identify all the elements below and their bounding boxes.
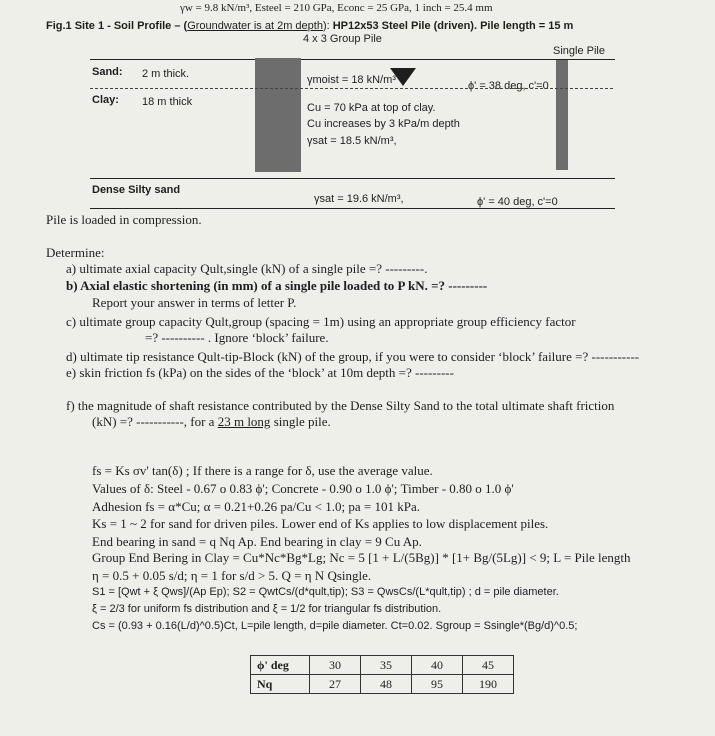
- ground-surface-line: [90, 59, 615, 60]
- question-c-letter: c): [66, 314, 77, 329]
- sand-unit-weight: γmoist = 18 kN/m³: [307, 74, 396, 86]
- question-b-line2: Report your answer in terms of letter P.: [92, 295, 297, 310]
- question-b: [66, 278, 487, 294]
- phi-value: 35: [361, 656, 412, 675]
- phi-value: 45: [463, 656, 514, 675]
- note-skin-friction: fs = Ks σv' tan(δ) ; If there is a range for δ, use the average value.: [92, 463, 433, 478]
- single-pile: [556, 60, 568, 170]
- question-e-letter: e): [66, 365, 77, 380]
- figure-bottom-line: [90, 208, 615, 209]
- question-b-text: Axial elastic shortening (in mm) of a single pile loaded to P kN. =? ---------: [80, 278, 488, 293]
- question-f-text: the magnitude of shaft resistance contributed by the Dense Silty Sand to the total ultimate shaft friction: [77, 398, 615, 413]
- note-cs: Cs = (0.93 + 0.16(L/d)^0.5)Ct, L=pile length, d=pile diameter. Ct=0.02. Sgroup = Ssingle*(Bg/d)^0.5;: [92, 620, 578, 632]
- group-pile-label: 4 x 3 Group Pile: [303, 33, 382, 45]
- question-a: [66, 261, 427, 277]
- nq-value: 190: [463, 675, 514, 694]
- note-end-bearing: End bearing in sand = q Nq Ap. End bearing in clay = 9 Cu Ap.: [92, 534, 422, 549]
- nq-table: [250, 655, 514, 694]
- note-xi: ξ = 2/3 for uniform fs distribution and ξ = 1/2 for triangular fs distribution.: [92, 603, 442, 615]
- question-d-text: ultimate tip resistance Qult-tip-Block (kN) of the group, if you were to consider ‘block’ failure =? -----------: [80, 349, 640, 364]
- single-pile-label: Single Pile: [553, 45, 605, 57]
- nq-table-nq-row: [251, 675, 514, 694]
- clay-cu: Cu = 70 kPa at top of clay.: [307, 102, 436, 114]
- dense-sand-name: Dense Silty sand: [92, 184, 181, 196]
- clay-thickness: 18 m thick: [142, 96, 193, 108]
- caption-label: Fig.1 Site 1 - Soil Profile – (: [46, 20, 188, 32]
- nq-table-phi-row: [251, 656, 514, 675]
- figure-caption: [46, 20, 573, 32]
- nq-value: 27: [310, 675, 361, 694]
- note-delta-values: Values of δ: Steel - 0.67 o 0.83 ϕ'; Concrete - 0.90 o 1.0 ϕ'; Timber - 0.80 o 1.0 ϕ': [92, 481, 514, 496]
- question-a-text: ultimate axial capacity Qult,single (kN) of a single pile =? ---------.: [79, 261, 428, 276]
- nq-header: Nq: [251, 675, 310, 694]
- question-d-letter: d): [66, 349, 77, 364]
- caption-groundwater: Groundwater is at 2m depth: [187, 20, 323, 32]
- constants-line: γw = 9.8 kN/m³, Esteel = 210 GPa, Econc = 25 GPa, 1 inch = 25.4 mm: [180, 2, 493, 14]
- clay-layer-name: Clay:: [92, 94, 119, 106]
- question-b-letter: b): [66, 278, 78, 293]
- caption-pile: HP12x53 Steel Pile (driven). Pile length = 15 m: [332, 20, 574, 32]
- dense-sand-friction-angle: ϕ' = 40 deg, c'=0: [477, 196, 558, 208]
- group-pile-block: [255, 58, 301, 172]
- clay-unit-weight: γsat = 18.5 kN/m³,: [307, 135, 397, 147]
- question-f-line2-a: (kN) =? -----------, for a: [92, 414, 218, 429]
- question-f: [66, 398, 614, 414]
- question-d: [66, 349, 639, 365]
- phi-header: ϕ' deg: [251, 656, 310, 675]
- note-group-end-bearing: Group End Bering in Clay = Cu*Nc*Bg*Lg; Nc = 5 [1 + L/(5Bg)] * [1+ Bg/(5Lg)] < 9; L = Pile length: [92, 550, 631, 565]
- question-c: [66, 314, 576, 330]
- question-c-line2: =? ---------- . Ignore ‘block’ failure.: [145, 330, 329, 345]
- question-f-line2-b: single pile.: [270, 414, 331, 429]
- question-f-pile-length: 23 m long: [217, 414, 271, 429]
- sand-clay-boundary: [90, 88, 613, 89]
- sand-layer-name: Sand:: [92, 66, 123, 78]
- dense-sand-unit-weight: γsat = 19.6 kN/m³,: [314, 193, 404, 205]
- nq-value: 48: [361, 675, 412, 694]
- question-f-letter: f): [66, 398, 75, 413]
- phi-value: 40: [412, 656, 463, 675]
- question-e-text: skin friction fs (kPa) on the sides of the ‘block’ at 10m depth =? ---------: [79, 365, 454, 380]
- question-a-letter: a): [66, 261, 77, 276]
- intro-text: Pile is loaded in compression.: [46, 212, 202, 227]
- clay-cu-increase: Cu increases by 3 kPa/m depth: [307, 118, 460, 130]
- water-table-icon: [390, 68, 416, 86]
- phi-value: 30: [310, 656, 361, 675]
- clay-sand-boundary: [90, 178, 615, 179]
- determine-heading: Determine:: [46, 245, 105, 260]
- note-ks: Ks = 1 ~ 2 for sand for driven piles. Lower end of Ks applies to low displacement piles.: [92, 516, 549, 531]
- note-settlement: S1 = [Qwt + ξ Qws]/(Ap Ep); S2 = QwtCs/(d*qult,tip); S3 = QwsCs/(L*qult,tip) ; d = pile diameter.: [92, 586, 559, 598]
- sand-friction-angle: ϕ' = 38 deg, c'=0: [468, 80, 549, 92]
- note-adhesion: Adhesion fs = α*Cu; α = 0.21+0.26 pa/Cu < 1.0; pa = 101 kPa.: [92, 499, 420, 514]
- question-c-text: ultimate group capacity Qult,group (spacing = 1m) using an appropriate group efficiency factor: [79, 314, 576, 329]
- caption-after: ):: [322, 20, 333, 32]
- question-e: [66, 365, 454, 381]
- note-efficiency: η = 0.5 + 0.05 s/d; η = 1 for s/d > 5. Q = η N Qsingle.: [92, 568, 372, 583]
- nq-value: 95: [412, 675, 463, 694]
- question-f-line2: [92, 414, 331, 430]
- sand-thickness: 2 m thick.: [142, 68, 190, 80]
